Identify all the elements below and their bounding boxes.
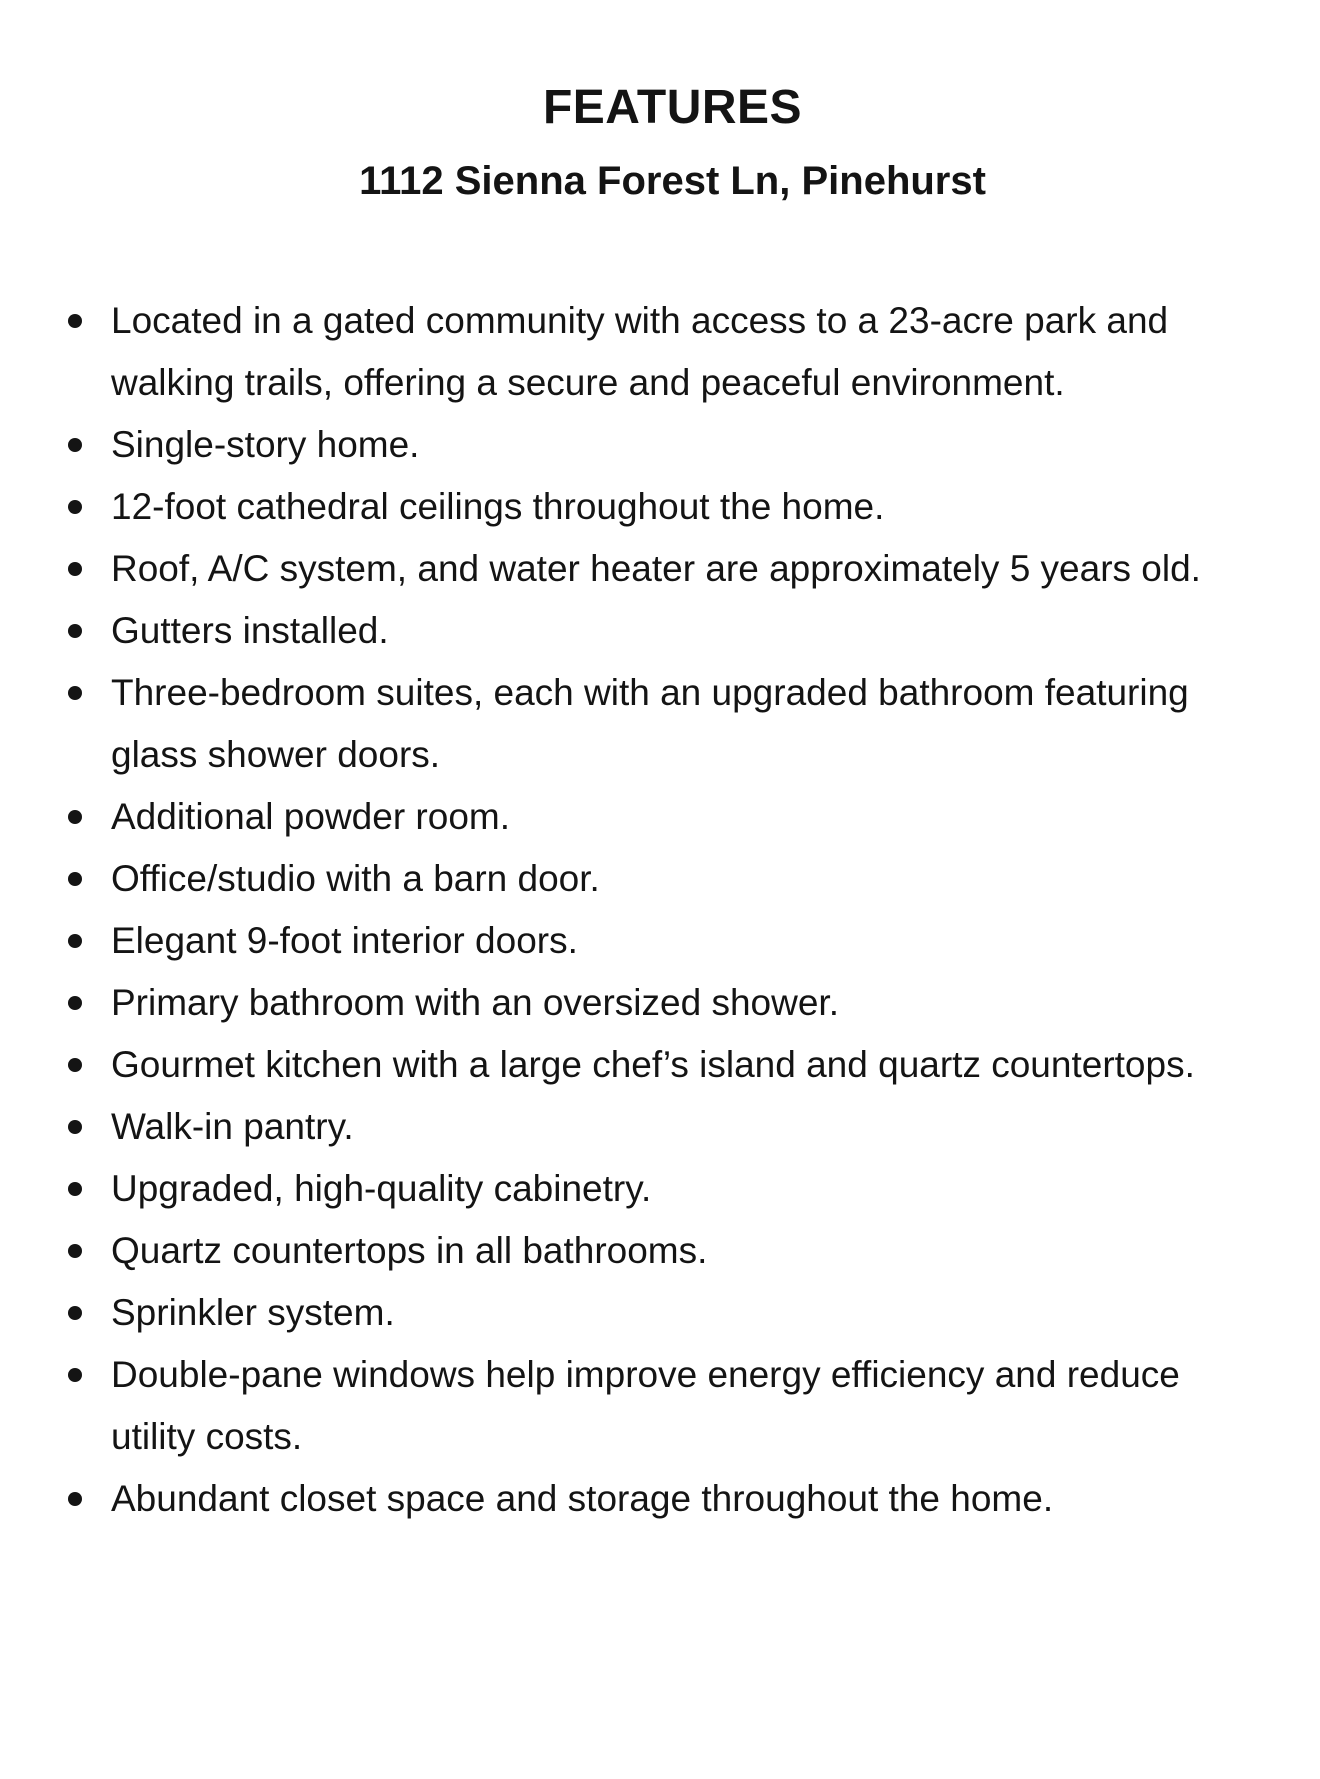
bullet-icon — [68, 810, 82, 824]
feature-item — [0, 972, 1320, 1034]
feature-item — [0, 1282, 1320, 1344]
bullet-icon — [68, 1244, 82, 1258]
feature-text: Upgraded, high-quality cabinetry. — [111, 1168, 652, 1209]
bullet-icon — [68, 1492, 82, 1506]
feature-text: Abundant closet space and storage throughout the home. — [111, 1478, 1054, 1519]
feature-text: Located in a gated community with access to a 23-acre park and walking trails, offering a secure and peaceful environment. — [111, 300, 1169, 403]
feature-text: Additional powder room. — [111, 796, 510, 837]
bullet-icon — [68, 1306, 82, 1320]
page-title: FEATURES — [542, 81, 803, 134]
bullet-icon — [68, 872, 82, 886]
bullet-icon — [68, 624, 82, 638]
feature-text: Primary bathroom with an oversized shower. — [111, 982, 839, 1023]
property-address: 1112 Sienna Forest Ln, Pinehurst — [359, 159, 986, 203]
bullet-icon — [68, 934, 82, 948]
feature-item — [0, 476, 1320, 538]
bullet-icon — [68, 1120, 82, 1134]
feature-text: Quartz countertops in all bathrooms. — [111, 1230, 708, 1271]
feature-item — [0, 290, 1320, 414]
bullet-icon — [68, 686, 82, 700]
feature-text: Gourmet kitchen with a large chef’s island and quartz countertops. — [111, 1044, 1195, 1085]
feature-item — [0, 786, 1320, 848]
bullet-icon — [68, 1182, 82, 1196]
feature-item — [0, 1158, 1320, 1220]
feature-text: Three-bedroom suites, each with an upgraded bathroom featuring glass shower doors. — [111, 672, 1189, 775]
features-list — [0, 290, 1320, 1530]
bullet-icon — [68, 1368, 82, 1382]
feature-text: Sprinkler system. — [111, 1292, 395, 1333]
feature-item — [0, 1344, 1320, 1468]
feature-item — [0, 600, 1320, 662]
bullet-icon — [68, 562, 82, 576]
feature-text: Roof, A/C system, and water heater are approximately 5 years old. — [111, 548, 1201, 589]
feature-text: Office/studio with a barn door. — [111, 858, 600, 899]
feature-text: 12-foot cathedral ceilings throughout the home. — [111, 486, 885, 527]
feature-item — [0, 662, 1320, 786]
feature-item — [0, 538, 1320, 600]
bullet-icon — [68, 996, 82, 1010]
feature-text: Double-pane windows help improve energy efficiency and reduce utility costs. — [111, 1354, 1180, 1457]
feature-item — [0, 1096, 1320, 1158]
feature-text: Single-story home. — [111, 424, 420, 465]
feature-item — [0, 414, 1320, 476]
feature-item — [0, 1468, 1320, 1530]
bullet-icon — [68, 438, 82, 452]
bullet-icon — [68, 500, 82, 514]
bullet-icon — [68, 1058, 82, 1072]
feature-text: Walk-in pantry. — [111, 1106, 354, 1147]
feature-item — [0, 1220, 1320, 1282]
feature-item — [0, 848, 1320, 910]
feature-text: Gutters installed. — [111, 610, 389, 651]
feature-text: Elegant 9-foot interior doors. — [111, 920, 578, 961]
bullet-icon — [68, 314, 82, 328]
feature-item — [0, 910, 1320, 972]
feature-item — [0, 1034, 1320, 1096]
